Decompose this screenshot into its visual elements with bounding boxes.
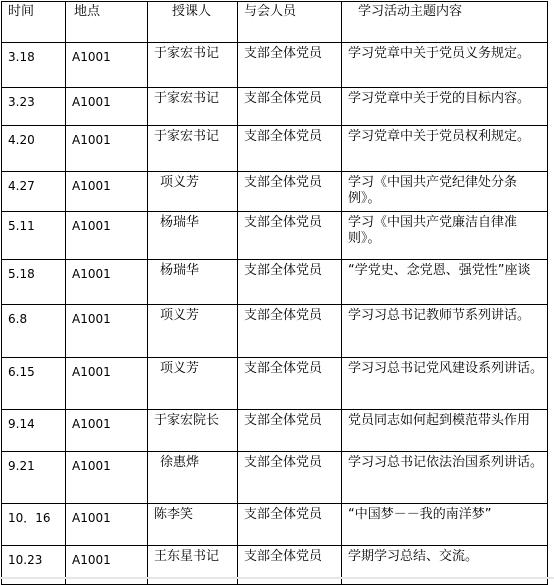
cell-topic: “学党史、念党恩、强党性”座谈: [342, 260, 548, 305]
cell-time: 6.8: [2, 305, 66, 358]
cell-topic: “中国梦－－我的南洋梦”: [342, 504, 548, 546]
cell-time: 3.18: [2, 43, 66, 88]
cell-time: 3.23: [2, 88, 66, 126]
cell-teacher: 于家宏书记: [148, 88, 238, 126]
cell-attendees: 支部全体党员: [238, 88, 342, 126]
cell-attendees: 支部全体党员: [238, 358, 342, 410]
cell-time: 4.27: [2, 172, 66, 212]
cell-teacher: 项义芳: [148, 305, 238, 358]
cell-time: 4.20: [2, 126, 66, 172]
cell-teacher: 于家宏院长: [148, 410, 238, 452]
cell-attendees: 支部全体党员: [238, 452, 342, 504]
cell-attendees: 支部全体党员: [238, 410, 342, 452]
cell-teacher: 陈李笑: [148, 504, 238, 546]
cell-attendees: 支部全体党员: [238, 126, 342, 172]
header-time: 时间: [2, 2, 66, 43]
cell-location: A1001: [66, 305, 148, 358]
cell-topic: 学习党章中关于党的目标内容。: [342, 88, 548, 126]
cell-location: A1001: [66, 126, 148, 172]
cell-topic: 党员同志如何起到模范带头作用: [342, 410, 548, 452]
cell-topic: 学期学习总结、交流。: [342, 546, 548, 585]
cell-teacher: 杨瑞华: [148, 212, 238, 260]
study-schedule-table: [1, 1, 548, 585]
cell-time: 10．16: [2, 504, 66, 546]
cell-location: A1001: [66, 88, 148, 126]
cell-time: 6.15: [2, 358, 66, 410]
cell-location: A1001: [66, 260, 148, 305]
cell-topic: 学习《中国共产党廉洁自律准则》。: [342, 212, 548, 260]
header-row: [2, 2, 548, 43]
header-topic: 学习活动主题内容: [342, 2, 548, 43]
cell-location: A1001: [66, 410, 148, 452]
cell-teacher: 于家宏书记: [148, 43, 238, 88]
header-location: 地点: [66, 2, 148, 43]
cell-teacher: 徐惠烨: [148, 452, 238, 504]
cell-topic: 学习党章中关于党员义务规定。: [342, 43, 548, 88]
cell-location: A1001: [66, 358, 148, 410]
cell-time: 5.11: [2, 212, 66, 260]
table-row: [2, 126, 548, 172]
cell-topic: 学习习总书记党风建设系列讲话。: [342, 358, 548, 410]
cell-attendees: 支部全体党员: [238, 504, 342, 546]
cell-attendees: 支部全体党员: [238, 43, 342, 88]
cell-attendees: 支部全体党员: [238, 305, 342, 358]
cell-time: 9.21: [2, 452, 66, 504]
table-row: [2, 88, 548, 126]
cell-location: A1001: [66, 546, 148, 585]
cell-location: A1001: [66, 452, 148, 504]
cell-topic: 学习习总书记教师节系列讲话。: [342, 305, 548, 358]
cell-teacher: 杨瑞华: [148, 260, 238, 305]
cell-topic: 学习习总书记依法治国系列讲话。: [342, 452, 548, 504]
table-row: [2, 305, 548, 358]
cell-topic: 学习《中国共产党纪律处分条例》。: [342, 172, 548, 212]
header-attendees: 与会人员: [238, 2, 342, 43]
cell-time: 9.14: [2, 410, 66, 452]
table-row: [2, 452, 548, 504]
cell-attendees: 支部全体党员: [238, 212, 342, 260]
table-row: [2, 504, 548, 546]
cell-attendees: 支部全体党员: [238, 260, 342, 305]
bottom-divider: [0, 577, 554, 579]
cell-teacher: 项义芳: [148, 358, 238, 410]
table-row: [2, 43, 548, 88]
header-teacher: 授课人: [148, 2, 238, 43]
table-row: [2, 260, 548, 305]
table-row: [2, 358, 548, 410]
table-row: [2, 172, 548, 212]
cell-topic: 学习党章中关于党员权利规定。: [342, 126, 548, 172]
table-row: [2, 410, 548, 452]
cell-time: 10.23: [2, 546, 66, 585]
cell-attendees: 支部全体党员: [238, 172, 342, 212]
cell-location: A1001: [66, 172, 148, 212]
cell-location: A1001: [66, 43, 148, 88]
cell-location: A1001: [66, 212, 148, 260]
cell-teacher: 项义芳: [148, 172, 238, 212]
cell-teacher: 于家宏书记: [148, 126, 238, 172]
cell-teacher: 王东星书记: [148, 546, 238, 585]
cell-attendees: 支部全体党员: [238, 546, 342, 585]
cell-time: 5.18: [2, 260, 66, 305]
cell-location: A1001: [66, 504, 148, 546]
table-row: [2, 212, 548, 260]
